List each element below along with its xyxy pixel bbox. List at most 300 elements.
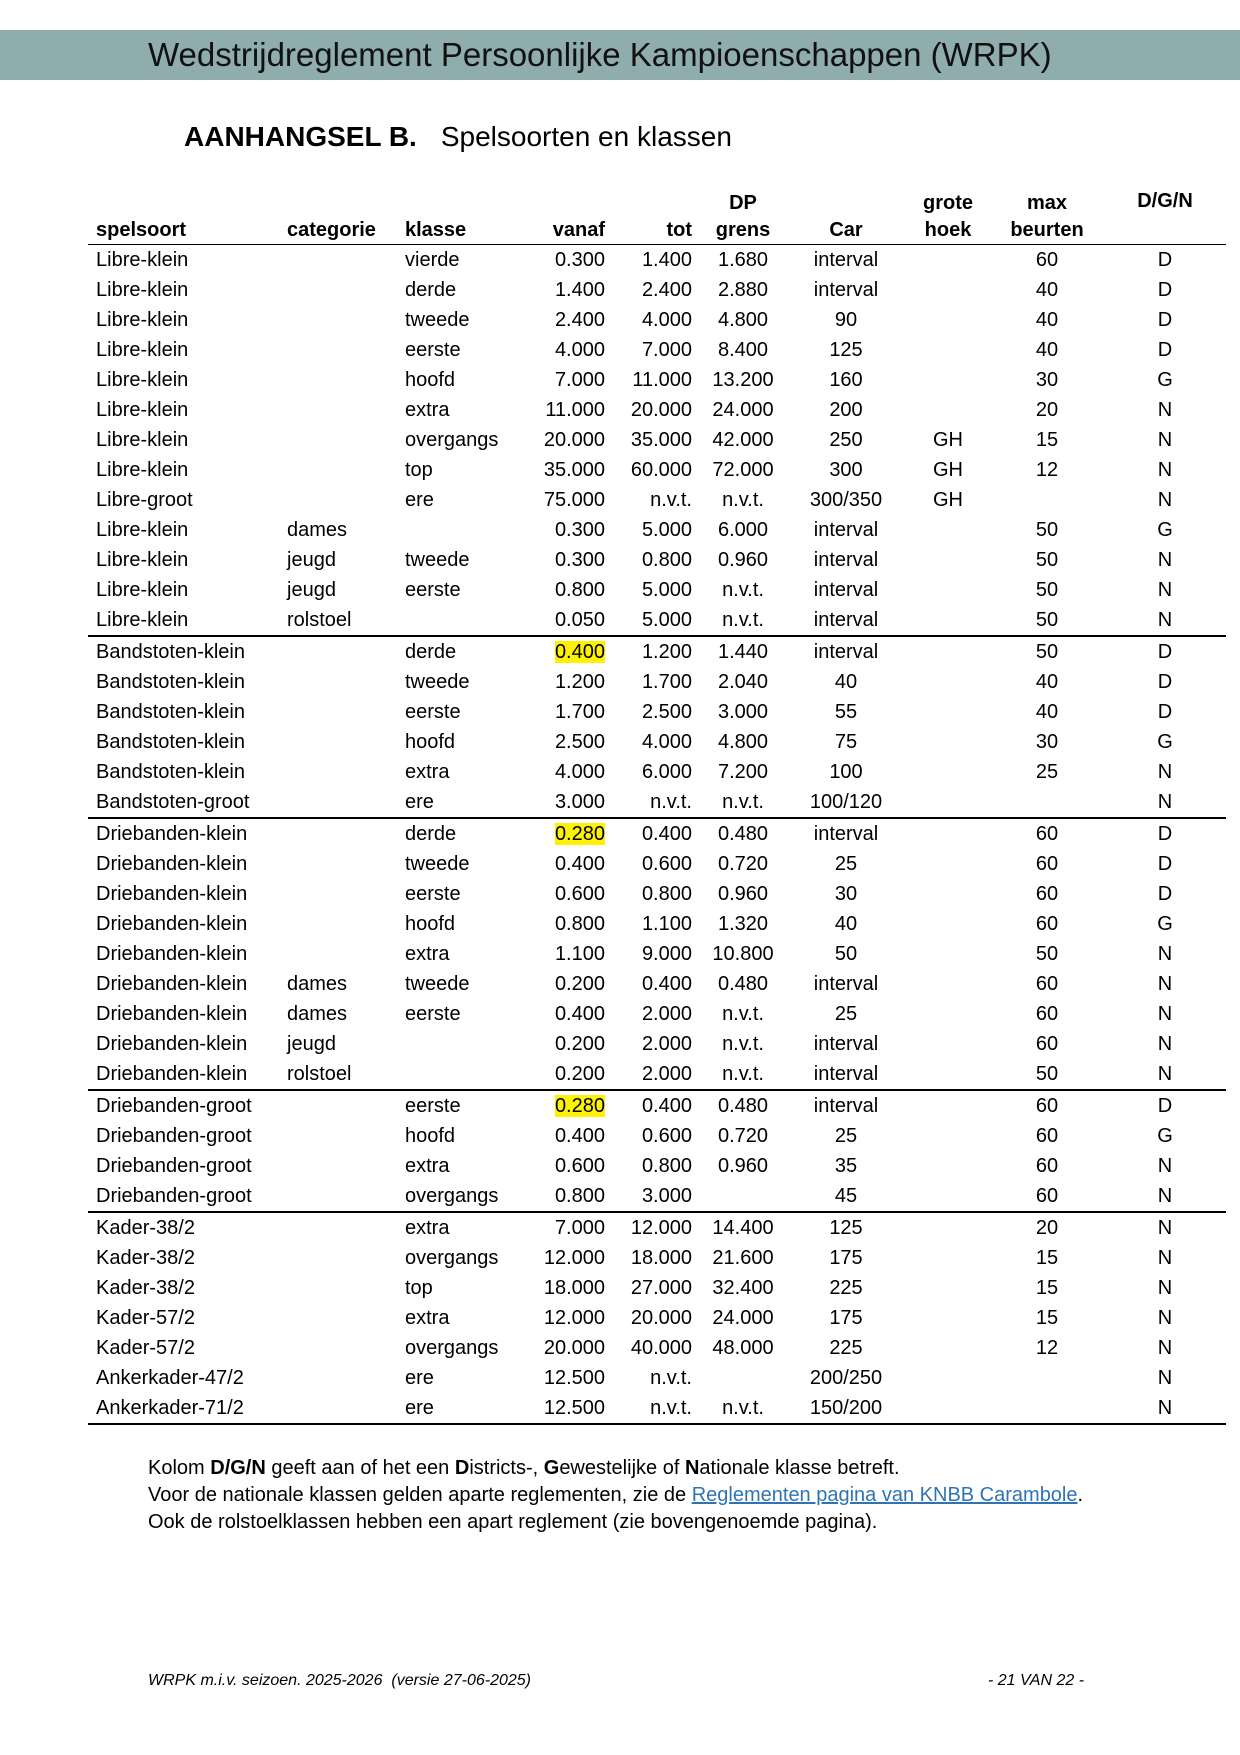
cell-dp-grens: 0.480 <box>717 973 769 995</box>
note-bold: N <box>684 1457 700 1479</box>
col-header-dp-line1: DP <box>729 192 757 214</box>
cell-dgn: D <box>1157 823 1173 845</box>
cell-categorie <box>279 1243 397 1273</box>
cell-max-beurten: 40 <box>1035 339 1059 361</box>
cell-klasse: vierde <box>405 249 460 271</box>
cell-klasse: overgangs <box>405 429 499 451</box>
cell-car: 40 <box>834 671 858 693</box>
cell-car: 150/200 <box>786 1393 906 1424</box>
cell-categorie <box>279 275 397 305</box>
cell-spelsoort: Kader-57/2 <box>96 1337 195 1359</box>
cell-dp-grens <box>700 1363 786 1393</box>
cell-tot: 20.000 <box>630 399 692 421</box>
cell-vanaf <box>515 636 613 667</box>
cell-grote-hoek <box>906 245 990 276</box>
cell-spelsoort: Driebanden-klein <box>96 1033 248 1055</box>
cell-klasse: extra <box>405 1217 450 1239</box>
cell-dp-grens <box>700 1181 786 1212</box>
cell-klasse: tweede <box>405 671 470 693</box>
table-row <box>88 1121 1226 1151</box>
cell-grote-hoek: GH <box>933 429 963 451</box>
cell-dgn: N <box>1104 1393 1226 1424</box>
cell-dp-grens: 3.000 <box>717 701 769 723</box>
cell-spelsoort: Kader-38/2 <box>96 1247 195 1269</box>
cell-dp-grens: 24.000 <box>712 1307 774 1329</box>
cell-max-beurten: 60 <box>1035 823 1059 845</box>
cell-grote-hoek <box>906 395 990 425</box>
cell-grote-hoek <box>906 909 990 939</box>
col-header-vanaf: vanaf <box>515 186 613 245</box>
cell-car: 100 <box>829 761 863 783</box>
cell-dgn: N <box>1157 459 1173 481</box>
cell-max-beurten: 60 <box>1035 1095 1059 1117</box>
cell-max-beurten: 25 <box>1035 761 1059 783</box>
cell-tot: 1.400 <box>641 249 692 271</box>
cell-dp-grens: n.v.t. <box>722 1033 764 1055</box>
cell-vanaf: 0.400 <box>554 1003 605 1025</box>
cell-dgn: N <box>1157 489 1173 511</box>
cell-grote-hoek: GH <box>933 489 963 511</box>
cell-car: 30 <box>834 883 858 905</box>
cell-grote-hoek <box>906 1243 990 1273</box>
cell-max-beurten: 50 <box>990 1059 1104 1090</box>
col-header-gh-line2: hoek <box>924 219 972 241</box>
cell-categorie <box>279 485 397 515</box>
highlighted-value: 0.280 <box>554 1095 605 1117</box>
cell-klasse: top <box>405 1277 433 1299</box>
table-row <box>88 757 1226 787</box>
cell-vanaf: 0.800 <box>554 579 605 601</box>
cell-klasse: hoofd <box>405 731 456 753</box>
cell-car: interval <box>813 279 879 301</box>
cell-vanaf: 7.000 <box>554 1217 605 1239</box>
cell-max-beurten: 60 <box>1035 1125 1059 1147</box>
cell-tot: 0.800 <box>641 883 692 905</box>
cell-car: interval <box>786 1059 906 1090</box>
cell-klasse: eerste <box>405 883 461 905</box>
cell-vanaf: 0.200 <box>515 1059 613 1090</box>
col-header-grote-hoek <box>906 186 990 245</box>
cell-tot: 2.000 <box>613 1059 700 1090</box>
cell-dp-grens: 0.960 <box>717 549 769 571</box>
cell-klasse <box>397 605 515 636</box>
table-row <box>88 545 1226 575</box>
cell-max-beurten: 60 <box>1035 1033 1059 1055</box>
cell-vanaf: 18.000 <box>543 1277 605 1299</box>
cell-spelsoort: Ankerkader-47/2 <box>96 1367 244 1389</box>
cell-tot: 2.500 <box>641 701 692 723</box>
cell-grote-hoek <box>906 697 990 727</box>
table-row <box>88 1090 1226 1121</box>
table-row <box>88 365 1226 395</box>
cell-grote-hoek <box>906 1273 990 1303</box>
cell-spelsoort: Kader-57/2 <box>96 1307 195 1329</box>
cell-tot: 2.000 <box>641 1003 692 1025</box>
cell-car: 100/120 <box>786 787 906 818</box>
cell-categorie <box>279 395 397 425</box>
cell-dgn: N <box>1157 399 1173 421</box>
cell-spelsoort: Libre-klein <box>96 549 189 571</box>
cell-grote-hoek <box>906 1212 990 1243</box>
cell-tot: 35.000 <box>630 429 692 451</box>
table-row <box>88 787 1226 818</box>
cell-max-beurten <box>990 1363 1104 1393</box>
cell-dgn: N <box>1104 605 1226 636</box>
cell-grote-hoek <box>906 1363 990 1393</box>
notes <box>148 1455 1083 1536</box>
highlighted-value: 0.280 <box>554 823 605 845</box>
table-row <box>88 395 1226 425</box>
cell-grote-hoek: GH <box>933 459 963 481</box>
cell-tot: n.v.t. <box>650 489 692 511</box>
cell-categorie <box>279 727 397 757</box>
cell-dgn: N <box>1157 761 1173 783</box>
highlighted-value: 0.400 <box>554 641 605 663</box>
note-text: Kolom <box>148 1457 211 1479</box>
note-line-1 <box>148 1455 1083 1482</box>
cell-car: interval <box>813 641 879 663</box>
cell-vanaf: 7.000 <box>554 369 605 391</box>
cell-spelsoort: Driebanden-klein <box>96 823 248 845</box>
cell-klasse: eerste <box>405 701 461 723</box>
cell-dgn: N <box>1157 1307 1173 1329</box>
cell-grote-hoek <box>906 757 990 787</box>
cell-max-beurten: 40 <box>1035 671 1059 693</box>
cell-tot: 60.000 <box>630 459 692 481</box>
cell-vanaf: 0.200 <box>554 1033 605 1055</box>
note-text: istricts-, <box>469 1457 544 1479</box>
cell-dp-grens: 32.400 <box>712 1277 774 1299</box>
cell-car: 300/350 <box>809 489 883 511</box>
cell-grote-hoek <box>906 1303 990 1333</box>
cell-max-beurten: 15 <box>1035 1307 1059 1329</box>
cell-categorie <box>279 335 397 365</box>
table-row <box>88 999 1226 1029</box>
cell-spelsoort: Libre-klein <box>96 249 189 271</box>
cell-vanaf: 0.050 <box>515 605 613 636</box>
cell-dp-grens: 4.800 <box>717 309 769 331</box>
cell-max-beurten: 15 <box>1035 429 1059 451</box>
cell-spelsoort: Libre-klein <box>96 309 189 331</box>
table-row <box>88 1273 1226 1303</box>
cell-klasse: tweede <box>405 309 470 331</box>
cell-categorie <box>279 1303 397 1333</box>
cell-dgn: D <box>1157 883 1173 905</box>
cell-tot: 9.000 <box>641 943 692 965</box>
cell-dgn: G <box>1157 369 1173 391</box>
cell-max-beurten: 40 <box>1035 279 1059 301</box>
cell-vanaf: 2.500 <box>554 731 605 753</box>
cell-klasse: derde <box>405 641 457 663</box>
cell-tot: 7.000 <box>641 339 692 361</box>
cell-dp-grens: n.v.t. <box>700 787 786 818</box>
cell-categorie <box>279 365 397 395</box>
cell-max-beurten: 60 <box>1035 1155 1059 1177</box>
cell-tot: 6.000 <box>641 761 692 783</box>
cell-dgn: D <box>1157 339 1173 361</box>
cell-grote-hoek <box>906 999 990 1029</box>
cell-grote-hoek <box>906 1181 990 1212</box>
table-header-row <box>88 186 1226 245</box>
cell-dgn: N <box>1104 787 1226 818</box>
cell-grote-hoek <box>906 275 990 305</box>
cell-tot: 20.000 <box>630 1307 692 1329</box>
cell-categorie: jeugd <box>287 1033 336 1055</box>
cell-grote-hoek <box>906 1029 990 1059</box>
table-row <box>88 305 1226 335</box>
cell-vanaf: 0.300 <box>554 519 605 541</box>
cell-spelsoort: Kader-38/2 <box>96 1217 195 1239</box>
cell-spelsoort: Ankerkader-71/2 <box>88 1393 279 1424</box>
cell-grote-hoek <box>906 667 990 697</box>
cell-grote-hoek <box>906 545 990 575</box>
cell-vanaf: 75.000 <box>543 489 605 511</box>
cell-vanaf: 4.000 <box>554 339 605 361</box>
cell-dp-grens: n.v.t. <box>700 1393 786 1424</box>
cell-tot: 1.100 <box>641 913 692 935</box>
table-row <box>88 969 1226 999</box>
cell-dgn: N <box>1157 973 1173 995</box>
cell-klasse <box>397 1029 515 1059</box>
cell-dgn: D <box>1157 309 1173 331</box>
cell-categorie <box>279 879 397 909</box>
cell-car: interval <box>813 579 879 601</box>
cell-dp-grens: 2.040 <box>717 671 769 693</box>
cell-tot: 5.000 <box>613 605 700 636</box>
cell-klasse: extra <box>405 1307 450 1329</box>
cell-dgn: D <box>1157 279 1173 301</box>
cell-car: 25 <box>834 1003 858 1025</box>
cell-car: interval <box>813 519 879 541</box>
cell-tot: 1.700 <box>641 671 692 693</box>
note-text: ationale klasse betreft. <box>699 1457 900 1479</box>
cell-klasse: ere <box>397 1393 515 1424</box>
cell-klasse: ere <box>405 1367 434 1389</box>
cell-grote-hoek <box>906 1333 990 1363</box>
cell-car: 300 <box>829 459 863 481</box>
cell-car: interval <box>813 1033 879 1055</box>
cell-spelsoort: Driebanden-groot <box>96 1155 252 1177</box>
cell-spelsoort: Bandstoten-groot <box>88 787 279 818</box>
cell-grote-hoek <box>906 787 990 818</box>
cell-grote-hoek <box>906 1151 990 1181</box>
cell-car: 25 <box>834 853 858 875</box>
cell-tot: 27.000 <box>630 1277 692 1299</box>
cell-max-beurten: 20 <box>1035 1217 1059 1239</box>
cell-tot: 1.200 <box>641 641 692 663</box>
cell-categorie <box>279 1393 397 1424</box>
cell-categorie: rolstoel <box>279 605 397 636</box>
cell-car: 175 <box>829 1307 863 1329</box>
table-row <box>88 849 1226 879</box>
cell-dp-grens: 0.480 <box>717 823 769 845</box>
col-header-spelsoort: spelsoort <box>88 186 279 245</box>
cell-categorie <box>279 1181 397 1212</box>
col-header-gh-line1: grote <box>923 192 973 214</box>
cell-vanaf: 0.600 <box>554 883 605 905</box>
cell-car: 55 <box>834 701 858 723</box>
cell-car: 45 <box>786 1181 906 1212</box>
cell-vanaf: 0.400 <box>554 853 605 875</box>
cell-spelsoort: Bandstoten-klein <box>96 761 245 783</box>
note-line-3: Ook de rolstoelklassen hebben een apart reglement (zie bovengenoemde pagina). <box>148 1511 878 1533</box>
cell-dp-grens: 14.400 <box>712 1217 774 1239</box>
cell-grote-hoek <box>906 515 990 545</box>
cell-categorie <box>279 1363 397 1393</box>
cell-tot: 0.600 <box>641 1125 692 1147</box>
cell-vanaf: 0.800 <box>554 913 605 935</box>
cell-max-beurten: 50 <box>1035 943 1059 965</box>
cell-grote-hoek <box>906 1059 990 1090</box>
cell-spelsoort: Libre-klein <box>88 605 279 636</box>
cell-vanaf: 0.300 <box>554 549 605 571</box>
cell-max-beurten: 60 <box>1035 1003 1059 1025</box>
cell-dgn: N <box>1157 429 1173 451</box>
cell-dgn: N <box>1157 1033 1173 1055</box>
table-row <box>88 1393 1226 1424</box>
cell-klasse: hoofd <box>405 913 456 935</box>
cell-grote-hoek <box>906 1090 990 1121</box>
cell-grote-hoek <box>906 1393 990 1424</box>
note-bold: G <box>543 1457 560 1479</box>
cell-vanaf: 0.300 <box>554 249 605 271</box>
cell-klasse <box>397 515 515 545</box>
cell-dgn: D <box>1157 1095 1173 1117</box>
cell-spelsoort: Libre-klein <box>96 459 189 481</box>
cell-klasse: tweede <box>405 973 470 995</box>
table-row <box>88 605 1226 636</box>
cell-spelsoort: Driebanden-groot <box>88 1181 279 1212</box>
table-row <box>88 667 1226 697</box>
cell-spelsoort: Driebanden-groot <box>96 1095 252 1117</box>
cell-dp-grens: 1.680 <box>717 249 769 271</box>
cell-dp-grens: n.v.t. <box>700 1059 786 1090</box>
note-text: Voor de nationale klassen gelden aparte reglementen, zie de <box>148 1484 692 1506</box>
cell-car: 225 <box>829 1277 863 1299</box>
cell-dp-grens: 1.320 <box>717 913 769 935</box>
cell-tot: n.v.t. <box>613 1393 700 1424</box>
table-row <box>88 1303 1226 1333</box>
cell-vanaf: 0.600 <box>554 1155 605 1177</box>
cell-vanaf: 2.400 <box>554 309 605 331</box>
cell-max-beurten: 12 <box>1035 459 1059 481</box>
cell-klasse: eerste <box>405 1095 461 1117</box>
cell-spelsoort: Bandstoten-klein <box>96 701 245 723</box>
cell-max-beurten: 40 <box>1035 701 1059 723</box>
cell-categorie <box>279 1090 397 1121</box>
cell-dgn: N <box>1157 943 1173 965</box>
cell-car: 35 <box>834 1155 858 1177</box>
cell-max-beurten: 20 <box>1035 399 1059 421</box>
table-row <box>88 425 1226 455</box>
cell-klasse: hoofd <box>405 369 456 391</box>
cell-grote-hoek <box>906 1121 990 1151</box>
cell-klasse: tweede <box>405 549 470 571</box>
cell-spelsoort: Driebanden-klein <box>88 1059 279 1090</box>
cell-tot: n.v.t. <box>650 1367 692 1389</box>
cell-spelsoort: Libre-klein <box>96 279 189 301</box>
cell-spelsoort: Libre-groot <box>96 489 193 511</box>
cell-categorie: rolstoel <box>279 1059 397 1090</box>
cell-dp-grens: 0.720 <box>717 1125 769 1147</box>
cell-max-beurten <box>990 485 1104 515</box>
cell-car: 90 <box>834 309 858 331</box>
cell-klasse: overgangs <box>397 1181 515 1212</box>
cell-dp-grens: 2.880 <box>717 279 769 301</box>
col-header-dp-line2: grens <box>715 219 771 241</box>
table-row <box>88 245 1226 276</box>
cell-car: 25 <box>834 1125 858 1147</box>
cell-max-beurten: 60 <box>1035 973 1059 995</box>
cell-klasse: ere <box>397 787 515 818</box>
cell-klasse: extra <box>405 399 450 421</box>
cell-categorie: dames <box>287 519 348 541</box>
cell-categorie <box>279 787 397 818</box>
col-header-categorie: categorie <box>279 186 397 245</box>
cell-grote-hoek <box>906 969 990 999</box>
cell-klasse: hoofd <box>405 1125 456 1147</box>
cell-klasse: tweede <box>405 853 470 875</box>
note-text: geeft aan of het een <box>265 1457 455 1479</box>
appendix-label: AANHANGSEL B. <box>184 121 417 152</box>
cell-dp-grens: 8.400 <box>717 339 769 361</box>
cell-spelsoort: Libre-klein <box>96 369 189 391</box>
cell-max-beurten: 60 <box>1035 883 1059 905</box>
cell-max-beurten: 30 <box>1035 369 1059 391</box>
cell-max-beurten: 60 <box>990 1181 1104 1212</box>
cell-dp-grens: n.v.t. <box>700 605 786 636</box>
cell-spelsoort: Driebanden-klein <box>96 943 248 965</box>
cell-max-beurten: 50 <box>1035 579 1059 601</box>
cell-vanaf: 11.000 <box>545 399 605 421</box>
cell-spelsoort: Kader-38/2 <box>96 1277 195 1299</box>
table-row <box>88 275 1226 305</box>
cell-dp-grens: 24.000 <box>712 399 774 421</box>
cell-car: 160 <box>829 369 863 391</box>
cell-car: interval <box>813 249 879 271</box>
cell-dp-grens: 0.960 <box>717 1155 769 1177</box>
cell-categorie <box>279 818 397 849</box>
table-row <box>88 1333 1226 1363</box>
cell-dp-grens: 72.000 <box>712 459 774 481</box>
cell-dp-grens: 7.200 <box>717 761 769 783</box>
cell-grote-hoek <box>906 335 990 365</box>
cell-dgn: N <box>1157 1247 1173 1269</box>
cell-spelsoort: Bandstoten-klein <box>96 671 245 693</box>
cell-tot: n.v.t. <box>613 787 700 818</box>
cell-dp-grens: n.v.t. <box>722 579 764 601</box>
cell-dgn: G <box>1157 519 1173 541</box>
cell-vanaf: 1.700 <box>554 701 605 723</box>
knbb-regulations-link[interactable]: Reglementen pagina van KNBB Carambole <box>691 1484 1078 1506</box>
cell-car: interval <box>813 823 879 845</box>
cell-grote-hoek <box>906 575 990 605</box>
cell-tot: 0.400 <box>641 1095 692 1117</box>
cell-categorie: dames <box>287 973 348 995</box>
cell-dp-grens: 4.800 <box>717 731 769 753</box>
cell-categorie: jeugd <box>287 549 336 571</box>
cell-tot: 0.400 <box>641 973 692 995</box>
cell-categorie <box>279 909 397 939</box>
table-row <box>88 1212 1226 1243</box>
note-bold: D/G/N <box>210 1457 266 1479</box>
cell-max-beurten <box>990 787 1104 818</box>
cell-vanaf: 0.400 <box>554 1125 605 1147</box>
cell-grote-hoek <box>906 636 990 667</box>
cell-dgn: N <box>1104 1181 1226 1212</box>
cell-dgn: N <box>1157 1003 1173 1025</box>
col-header-klasse: klasse <box>397 186 515 245</box>
